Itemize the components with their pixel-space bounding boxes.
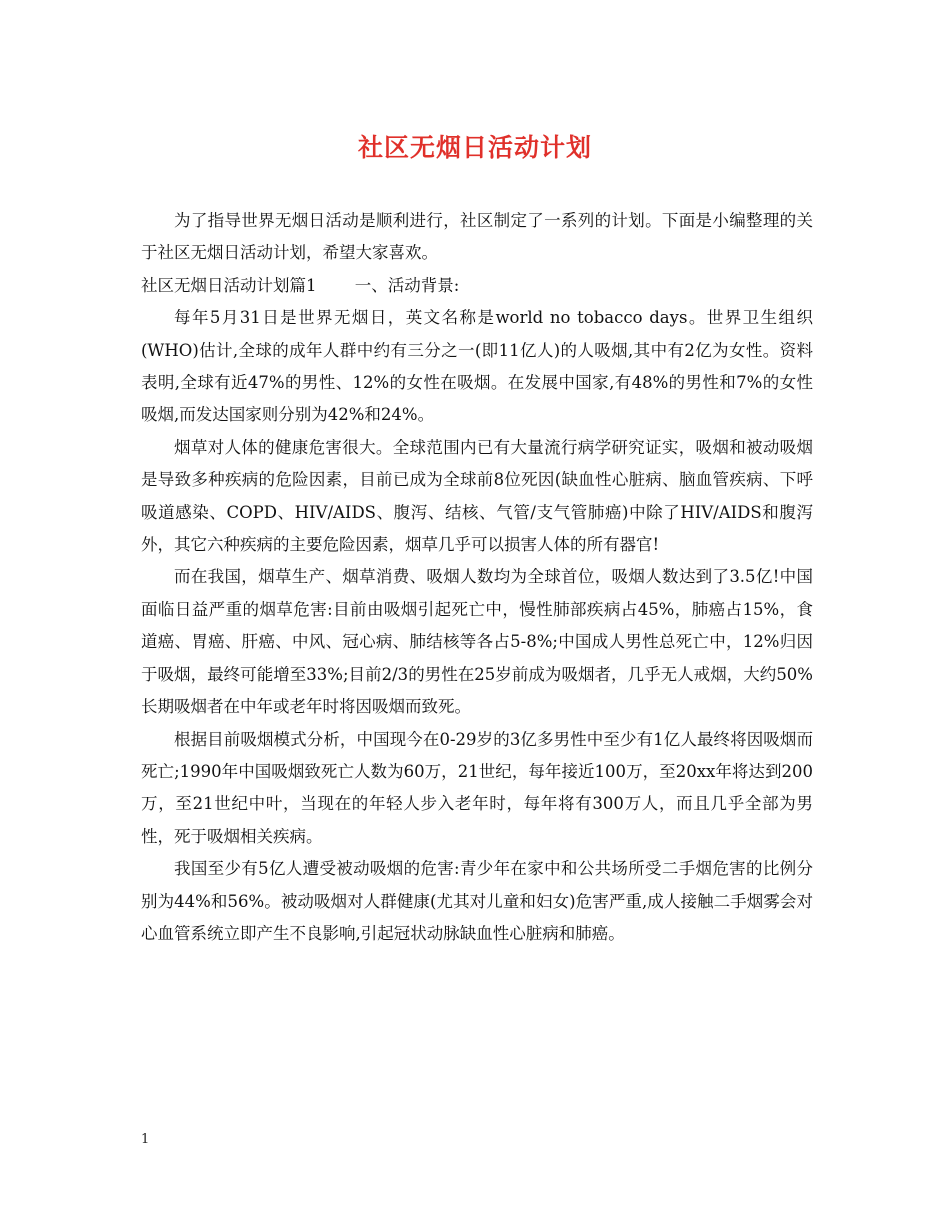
- document-title: 社区无烟日活动计划: [357, 133, 592, 162]
- page-number: 1: [141, 1132, 150, 1147]
- intro-paragraph: 为了指导世界无烟日活动是顺利进行，社区制定了一系列的计划。下面是小编整理的关于社区无烟日活动计划，希望大家喜欢。: [141, 211, 813, 263]
- body-paragraph: 每年5月31日是世界无烟日，英文名称是world no tobacco days。世界卫生组织(WHO)估计,全球的成年人群中约有三分之一(即11亿人)的人吸烟,其中有2亿为女性。资料表明,全球有近47%的男性、12%的女性在吸烟。在发展中国家,有48%的男性和7%的女性吸烟,而发达国家则分别为42%和24%。: [141, 308, 813, 425]
- body-paragraph: 根据目前吸烟模式分析，中国现今在0-29岁的3亿多男性中至少有1亿人最终将因吸烟而死亡;1990年中国吸烟致死亡人数为60万，21世纪，每年接近100万，至20xx年将达到200万，至21世纪中叶，当现在的年轻人步入老年时，每年将有300万人，而且几乎全部为男性，死于吸烟相关疾病。: [141, 729, 813, 846]
- document-body: [141, 205, 813, 950]
- section-heading: 社区无烟日活动计划篇1 一、活动背景:: [141, 275, 460, 295]
- body-paragraph: 而在我国，烟草生产、烟草消费、吸烟人数均为全球首位，吸烟人数达到了3.5亿!中国面临日益严重的烟草危害:目前由吸烟引起死亡中，慢性肺部疾病占45%，肺癌占15%，食道癌、胃癌、肝癌、中风、冠心病、肺结核等各占5-8%;中国成人男性总死亡中，12%归因于吸烟，最终可能增至33%;目前2/3的男性在25岁前成为吸烟者，几乎无人戒烟，大约50%长期吸烟者在中年或老年时将因吸烟而致死。: [141, 567, 813, 717]
- body-paragraph: 我国至少有5亿人遭受被动吸烟的危害:青少年在家中和公共场所受二手烟危害的比例分别为44%和56%。被动吸烟对人群健康(尤其对儿童和妇女)危害严重,成人接触二手烟雾会对心血管系统立即产生不良影响,引起冠状动脉缺血性心脏病和肺癌。: [141, 859, 813, 943]
- body-paragraph: 烟草对人体的健康危害很大。全球范围内已有大量流行病学研究证实，吸烟和被动吸烟是导致多种疾病的危险因素，目前已成为全球前8位死因(缺血性心脏病、脑血管疾病、下呼吸道感染、COPD、HIV/AIDS、腹泻、结核、气管/支气管肺癌)中除了HIV/AIDS和腹泻外，其它六种疾病的主要危险因素，烟草几乎可以损害人体的所有器官!: [141, 437, 813, 555]
